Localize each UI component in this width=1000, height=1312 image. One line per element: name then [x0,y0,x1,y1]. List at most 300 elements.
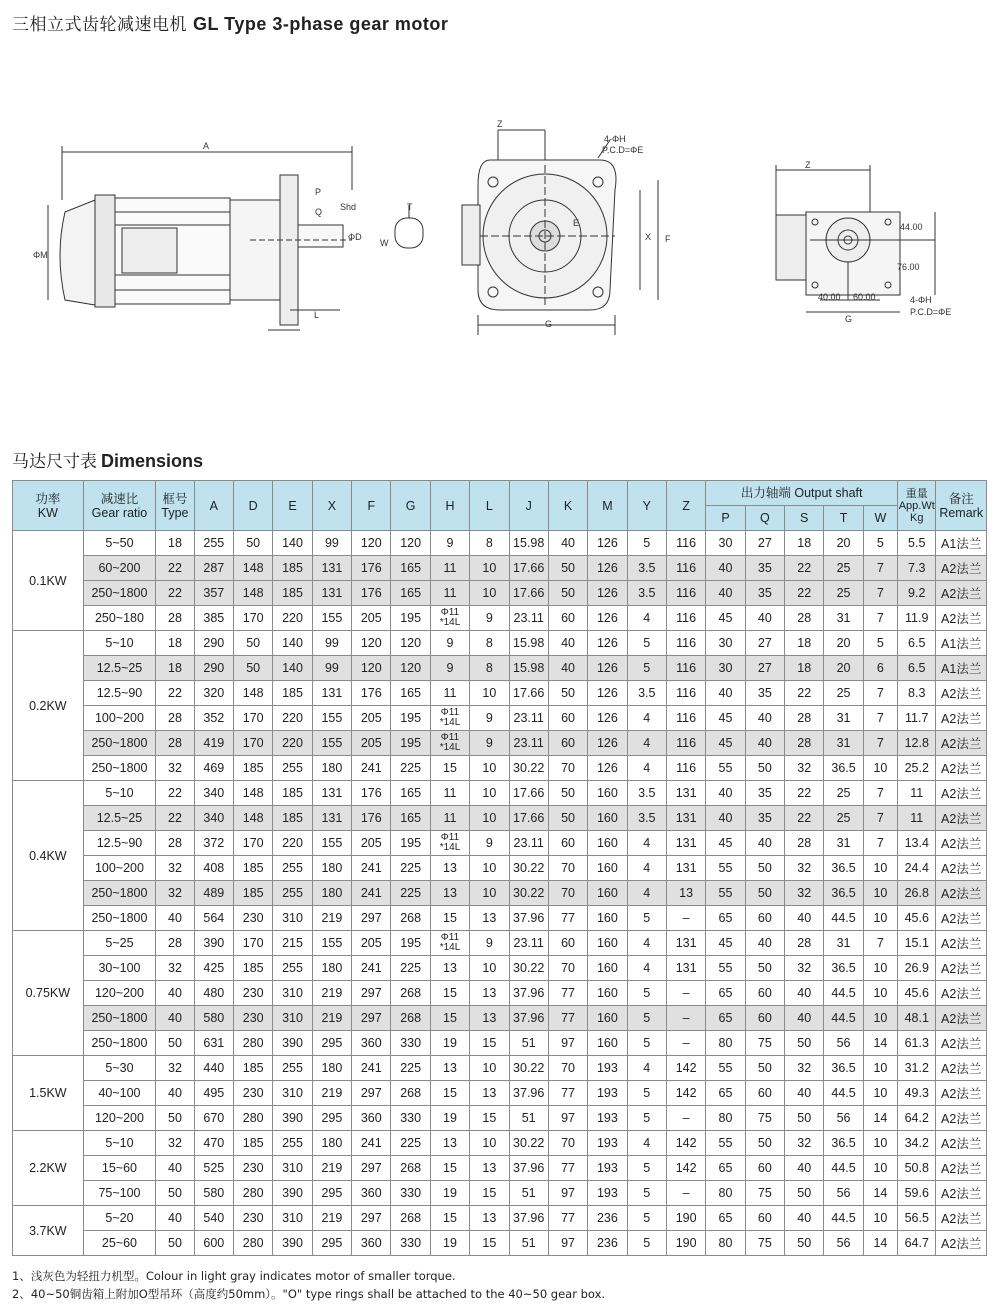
table-cell: 193 [588,1056,627,1081]
table-row [13,556,987,581]
table-row [13,806,987,831]
table-cell: 170 [234,606,273,631]
front-label-e: E [573,218,580,228]
table-cell: 5 [627,1031,666,1056]
table-cell: 77 [548,1206,587,1231]
table-cell: 28 [156,706,194,731]
table-cell: 23.11 [509,606,548,631]
table-cell: 7 [863,781,897,806]
table-cell: 268 [391,1006,430,1031]
table-cell: – [666,981,705,1006]
table-row [13,1006,987,1031]
table-row [13,781,987,806]
table-cell: 100~200 [83,856,156,881]
header-shaft-col: S [785,506,824,531]
table-cell: Φ11 *14L [430,706,469,731]
table-cell: 255 [273,856,312,881]
table-cell: 36.5 [824,756,863,781]
table-cell: 20 [824,531,863,556]
table-cell: 31 [824,606,863,631]
table-cell: 268 [391,1156,430,1181]
table-cell: 5~20 [83,1206,156,1231]
table-cell: 185 [234,881,273,906]
table-row [13,681,987,706]
table-cell: 131 [666,931,705,956]
table-cell: 185 [273,806,312,831]
table-cell: 44.5 [824,1156,863,1181]
table-row [13,1231,987,1256]
table-cell: 10 [470,781,509,806]
table-cell: 255 [273,881,312,906]
table-cell: 236 [588,1206,627,1231]
table-cell: 40 [706,556,745,581]
technical-drawings [0,100,1000,360]
table-cell: 5 [627,1181,666,1206]
header-col: Y [627,481,666,531]
table-cell: 116 [666,581,705,606]
table-cell: 4 [627,856,666,881]
dimensions-title-cn: 马达尺寸表 [12,452,97,472]
table-row [13,1106,987,1131]
table-cell: 100~200 [83,706,156,731]
table-cell: 18 [785,531,824,556]
table-row [13,756,987,781]
right-view-drawing [776,165,935,312]
table-cell: 40 [745,731,784,756]
front-label-x: X [645,232,652,242]
table-cell: 290 [194,656,233,681]
table-cell: 50 [156,1181,194,1206]
table-cell: A2法兰 [936,831,987,856]
table-cell: 17.66 [509,806,548,831]
table-cell: 25 [824,681,863,706]
table-cell: 30.22 [509,856,548,881]
table-cell: 148 [234,581,273,606]
table-cell: 290 [194,631,233,656]
table-cell: 11 [430,806,469,831]
table-row [13,831,987,856]
table-cell: 48.1 [898,1006,936,1031]
table-cell: 40 [745,831,784,856]
table-cell: 10 [863,1156,897,1181]
table-cell: 193 [588,1131,627,1156]
table-cell: 219 [312,1006,351,1031]
table-cell: 10 [470,881,509,906]
table-cell: 40 [785,1006,824,1031]
table-cell: 28 [785,606,824,631]
table-cell: 30~100 [83,956,156,981]
table-cell: 165 [391,806,430,831]
table-cell: 25 [824,581,863,606]
note-2: 2、40~50铜齿箱上附加O型吊环（高度约50mm）。"O" type rings shall be attached to the 40~50 gear box. [12,1287,606,1301]
table-cell: 564 [194,906,233,931]
table-cell: 5~10 [83,1131,156,1156]
table-cell: 5~50 [83,531,156,556]
table-cell: 35 [745,781,784,806]
table-cell: 131 [666,806,705,831]
table-cell: 268 [391,906,430,931]
table-cell: 495 [194,1081,233,1106]
table-cell: 40 [785,906,824,931]
table-cell: 120 [391,531,430,556]
table-cell: 220 [273,606,312,631]
table-cell: 15 [470,1181,509,1206]
table-cell: 5 [627,1156,666,1181]
table-cell: 15 [430,1006,469,1031]
table-cell: 126 [588,706,627,731]
table-cell: 160 [588,1031,627,1056]
table-cell: 59.6 [898,1181,936,1206]
table-cell: 10 [470,556,509,581]
notes [12,1267,605,1303]
dimensions-table-body [13,531,987,1256]
table-cell: 7 [863,581,897,606]
table-cell: 440 [194,1056,233,1081]
table-cell: 37.96 [509,1206,548,1231]
table-cell: 310 [273,981,312,1006]
table-cell: 11 [430,581,469,606]
table-cell: 17.66 [509,781,548,806]
table-cell: 11 [898,806,936,831]
table-cell: 7 [863,831,897,856]
table-cell: A2法兰 [936,956,987,981]
table-cell: 185 [273,581,312,606]
table-cell: 15 [430,981,469,1006]
table-cell: 7 [863,806,897,831]
table-cell: 295 [312,1181,351,1206]
table-cell: 11 [430,781,469,806]
table-cell: 25~60 [83,1231,156,1256]
table-cell: 9 [470,831,509,856]
table-cell: 160 [588,856,627,881]
table-cell: 18 [785,631,824,656]
table-cell: 50.8 [898,1156,936,1181]
table-cell: 13.4 [898,831,936,856]
table-cell: 10 [863,956,897,981]
table-cell: A2法兰 [936,1006,987,1031]
table-cell: 170 [234,706,273,731]
table-cell: A2法兰 [936,1231,987,1256]
table-cell: 45.6 [898,981,936,1006]
table-cell: 60 [745,1156,784,1181]
table-cell: 13 [430,881,469,906]
table-cell: 220 [273,731,312,756]
table-cell: 64.2 [898,1106,936,1131]
table-cell: 70 [548,756,587,781]
table-cell: 185 [234,1056,273,1081]
table-row [13,981,987,1006]
table-cell: 30 [706,531,745,556]
table-cell: 160 [588,906,627,931]
table-cell: 255 [273,1056,312,1081]
table-cell: 10 [863,1006,897,1031]
table-cell: 126 [588,631,627,656]
table-cell: – [666,1006,705,1031]
table-cell: 5 [627,631,666,656]
table-cell: 45 [706,831,745,856]
table-cell: 10 [470,1131,509,1156]
table-cell: 5~25 [83,931,156,956]
table-cell: 9 [470,731,509,756]
table-cell: 126 [588,656,627,681]
table-cell: 295 [312,1231,351,1256]
table-cell: 61.3 [898,1031,936,1056]
table-cell: 56 [824,1231,863,1256]
table-cell: 255 [194,531,233,556]
table-cell: 25 [824,806,863,831]
table-cell: 241 [352,856,391,881]
table-cell: 50 [745,1056,784,1081]
table-cell: 50 [156,1031,194,1056]
table-cell: 23.11 [509,706,548,731]
table-cell: 148 [234,781,273,806]
table-cell: 600 [194,1231,233,1256]
table-cell: 160 [588,781,627,806]
table-cell: 180 [312,881,351,906]
table-cell: 15 [430,1206,469,1231]
table-cell: 70 [548,881,587,906]
table-cell: 12.8 [898,731,936,756]
table-cell: 225 [391,1131,430,1156]
table-cell: 40 [548,656,587,681]
table-cell: 185 [234,756,273,781]
table-cell: 5 [863,631,897,656]
table-cell: 310 [273,1206,312,1231]
table-cell: A2法兰 [936,1206,987,1231]
table-row [13,706,987,731]
table-cell: 390 [273,1031,312,1056]
table-cell: 4 [627,756,666,781]
table-cell: 5.5 [898,531,936,556]
table-row [13,956,987,981]
table-cell: 44.5 [824,1206,863,1231]
table-cell: 25 [824,781,863,806]
label-phim: ΦM [33,250,48,260]
table-cell: 18 [156,656,194,681]
table-cell: 28 [156,606,194,631]
table-cell: 120 [352,531,391,556]
table-cell: 10 [863,981,897,1006]
table-cell: 126 [588,681,627,706]
table-cell: 155 [312,606,351,631]
table-cell: 17.66 [509,556,548,581]
table-row [13,656,987,681]
table-row [13,1081,987,1106]
right-label-z: Z [805,160,811,170]
table-cell: 390 [273,1231,312,1256]
table-cell: A1法兰 [936,656,987,681]
table-cell: 40 [156,1156,194,1181]
table-cell: 10 [863,856,897,881]
table-cell: 131 [312,556,351,581]
table-cell: 195 [391,831,430,856]
table-cell: 56 [824,1106,863,1131]
table-cell: 45 [706,731,745,756]
table-cell: 225 [391,956,430,981]
table-cell: 12.5~90 [83,681,156,706]
table-cell: 219 [312,906,351,931]
table-row [13,1056,987,1081]
table-cell: – [666,1181,705,1206]
table-cell: 34.2 [898,1131,936,1156]
table-cell: 60 [745,1206,784,1231]
table-cell: 126 [588,581,627,606]
table-cell: 165 [391,556,430,581]
table-cell: 360 [352,1106,391,1131]
table-cell: 219 [312,1206,351,1231]
table-cell: 330 [391,1031,430,1056]
label-w: W [380,238,389,248]
table-cell: 131 [312,681,351,706]
table-cell: 116 [666,681,705,706]
table-cell: 50 [745,956,784,981]
table-cell: 160 [588,931,627,956]
table-cell: 241 [352,1131,391,1156]
table-cell: 7 [863,681,897,706]
table-cell: 241 [352,881,391,906]
table-cell: 219 [312,981,351,1006]
label-p: P [315,187,322,197]
table-cell: 116 [666,531,705,556]
table-cell: 4 [627,706,666,731]
table-cell: 28 [785,706,824,731]
table-cell: 60 [548,606,587,631]
label-q: Q [315,207,323,217]
table-cell: 372 [194,831,233,856]
table-cell: 32 [156,756,194,781]
table-cell: 419 [194,731,233,756]
table-cell: 8 [470,531,509,556]
table-row [13,1206,987,1231]
header-shaft-col: W [863,506,897,531]
table-cell: 230 [234,1081,273,1106]
table-row [13,1156,987,1181]
table-cell: 295 [312,1031,351,1056]
right-label-g: G [845,314,853,324]
front-label-z: Z [497,119,503,129]
table-row [13,1181,987,1206]
table-cell: 20 [824,656,863,681]
table-cell: 10 [863,1131,897,1156]
label-a: A [203,141,210,151]
table-cell: 35 [745,581,784,606]
table-cell: 75 [745,1231,784,1256]
table-cell: 297 [352,906,391,931]
table-cell: 64.7 [898,1231,936,1256]
table-cell: 55 [706,756,745,781]
table-cell: 205 [352,606,391,631]
table-cell: 250~1800 [83,881,156,906]
table-cell: 126 [588,731,627,756]
table-cell: 40 [156,1206,194,1231]
table-cell: 330 [391,1231,430,1256]
table-cell: 75 [745,1181,784,1206]
label-d: ΦD [348,232,362,242]
table-cell: 241 [352,756,391,781]
table-cell: 3.5 [627,556,666,581]
table-cell: A2法兰 [936,1081,987,1106]
table-row [13,1031,987,1056]
table-cell: 160 [588,831,627,856]
table-cell: 45 [706,706,745,731]
table-cell: 18 [156,631,194,656]
table-cell: 22 [785,781,824,806]
front-label-g: G [545,319,553,329]
table-cell: 170 [234,731,273,756]
header-shaft-col: Q [745,506,784,531]
title-en: GL Type 3-phase gear motor [193,14,449,34]
table-cell: 75~100 [83,1181,156,1206]
table-row [13,931,987,956]
table-cell: 19 [430,1106,469,1131]
table-cell: 60~200 [83,556,156,581]
table-cell: 297 [352,1006,391,1031]
table-cell: 185 [234,1131,273,1156]
table-cell: 51 [509,1181,548,1206]
table-cell: 131 [312,806,351,831]
table-cell: 280 [234,1031,273,1056]
table-cell: 5 [627,1206,666,1231]
table-cell: 19 [430,1231,469,1256]
table-cell: 131 [312,781,351,806]
table-cell: 32 [156,1131,194,1156]
table-cell: 22 [156,781,194,806]
table-cell: 357 [194,581,233,606]
table-cell: 97 [548,1031,587,1056]
table-cell: 195 [391,706,430,731]
table-cell: 15 [430,1081,469,1106]
table-cell: 9 [430,656,469,681]
table-row [13,531,987,556]
table-cell: 385 [194,606,233,631]
table-cell: 190 [666,1206,705,1231]
table-cell: 60 [745,1081,784,1106]
table-cell: 75 [745,1031,784,1056]
table-cell: 77 [548,1081,587,1106]
table-cell: 131 [666,956,705,981]
table-cell: 155 [312,731,351,756]
table-cell: 250~1800 [83,731,156,756]
table-cell: 13 [470,1006,509,1031]
table-cell: 40 [706,806,745,831]
table-cell: 425 [194,956,233,981]
table-cell: 40 [548,531,587,556]
table-cell: 31 [824,731,863,756]
table-cell: 5 [627,981,666,1006]
table-cell: 190 [666,1231,705,1256]
table-cell: 11 [430,556,469,581]
table-cell: 50 [745,856,784,881]
right-label-76: 76.00 [897,262,920,272]
table-cell: 142 [666,1056,705,1081]
table-cell: 176 [352,806,391,831]
table-cell: 13 [470,906,509,931]
table-cell: A1法兰 [936,631,987,656]
table-cell: 37.96 [509,906,548,931]
table-cell: 236 [588,1231,627,1256]
table-cell: – [666,1031,705,1056]
table-cell: 15 [470,1231,509,1256]
table-cell: 160 [588,1006,627,1031]
table-cell: 35 [745,806,784,831]
table-cell: 30.22 [509,756,548,781]
table-cell: 170 [234,831,273,856]
power-cell: 1.5KW [13,1056,84,1131]
header-shaft-col: P [706,506,745,531]
title-cn: 三相立式齿轮减速电机 [12,15,187,35]
table-cell: 185 [273,681,312,706]
table-cell: 4 [627,831,666,856]
